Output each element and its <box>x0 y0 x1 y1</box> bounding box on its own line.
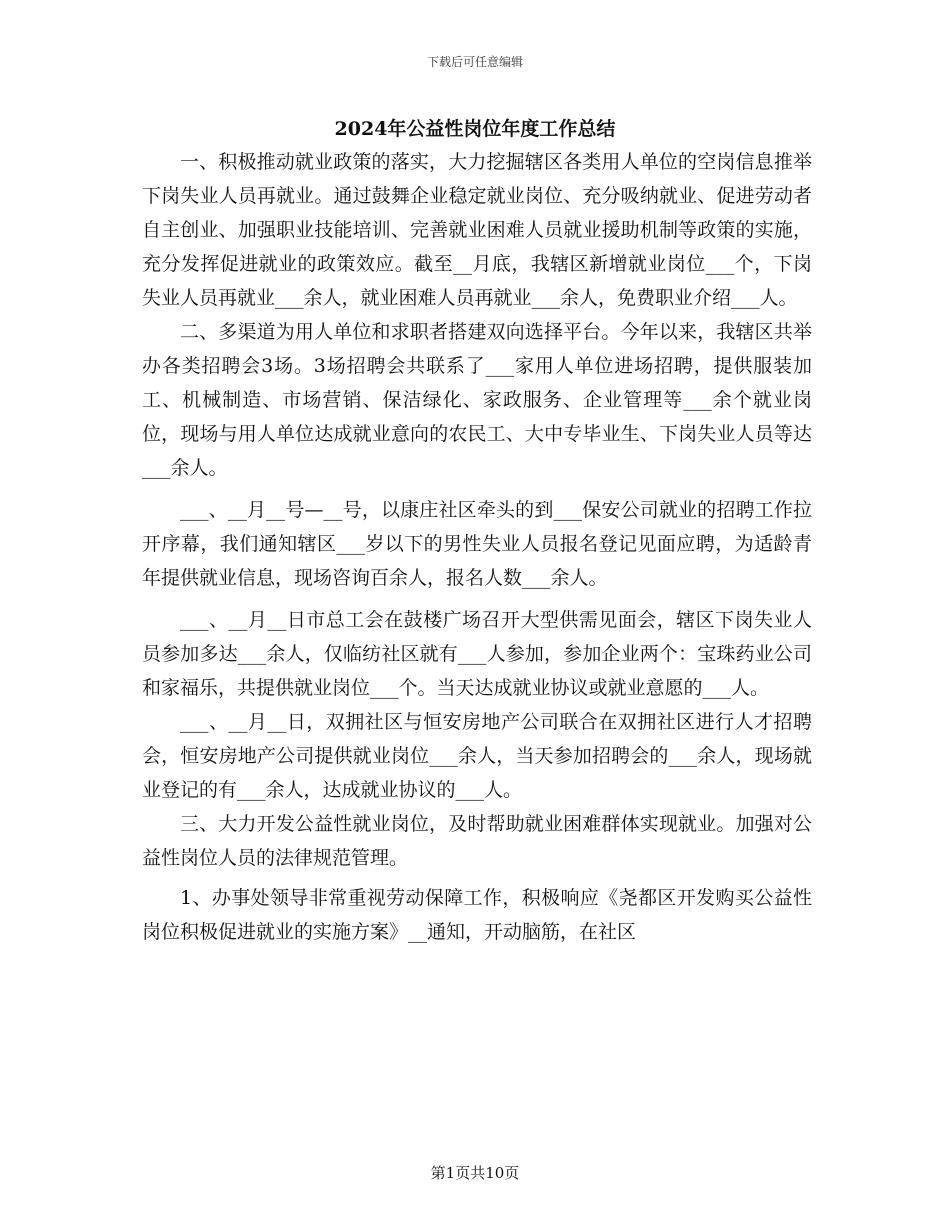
paragraph-7: 1、办事处领导非常重视劳动保障工作，积极响应《尧都区开发购买公益性岗位积极促进就业的实施方案》__通知，开动脑筋，在社区 <box>142 887 812 943</box>
document-body <box>142 145 812 949</box>
paragraph-2: 二、多渠道为用人单位和求职者搭建双向选择平台。今年以来，我辖区共举办各类招聘会3场。3场招聘会共联系了___家用人单位进场招聘，提供服装加工、机械制造、市场营销、保洁绿化、家政服务、企业管理等___余个就业岗位，现场与用人单位达成就业意向的农民工、大中专毕业生、下岗失业人员等达___余人。 <box>142 321 812 479</box>
paragraph-4: ___、__月__日市总工会在鼓楼广场召开大型供需见面会，辖区下岗失业人员参加多达___余人，仅临纺社区就有___人参加，参加企业两个：宝珠药业公司和家福乐，共提供就业岗位___个。当天达成就业协议或就业意愿的___人。 <box>142 609 812 699</box>
paragraph-5: ___、__月__日，双拥社区与恒安房地产公司联合在双拥社区进行人才招聘会，恒安房地产公司提供就业岗位___余人，当天参加招聘会的___余人，现场就业登记的有___余人，达成就业协议的___人。 <box>142 711 812 801</box>
paragraph-3: ___、__月__号—__号，以康庄社区牵头的到___保安公司就业的招聘工作拉开序幕，我们通知辖区___岁以下的男性失业人员报名登记见面应聘，为适龄青年提供就业信息，现场咨询百余人，报名人数___余人。 <box>142 499 812 589</box>
paragraph-6: 三、大力开发公益性就业岗位，及时帮助就业困难群体实现就业。加强对公益性岗位人员的法律规范管理。 <box>142 813 812 869</box>
paragraph-1: 一、积极推动就业政策的落实，大力挖掘辖区各类用人单位的空岗信息推举下岗失业人员再就业。通过鼓舞企业稳定就业岗位、充分吸纳就业、促进劳动者自主创业、加强职业技能培训、完善就业困难人员就业援助机制等政策的实施，充分发挥促进就业的政策效应。截至__月底，我辖区新增就业岗位___个，下岗失业人员再就业___余人，就业困难人员再就业___余人，免费职业介绍___人。 <box>142 151 812 309</box>
page-number: 第1页共10页 <box>430 1164 520 1182</box>
document-title: 2024年公益性岗位年度工作总结 <box>334 118 616 140</box>
header-note: 下载后可任意编辑 <box>426 55 523 69</box>
